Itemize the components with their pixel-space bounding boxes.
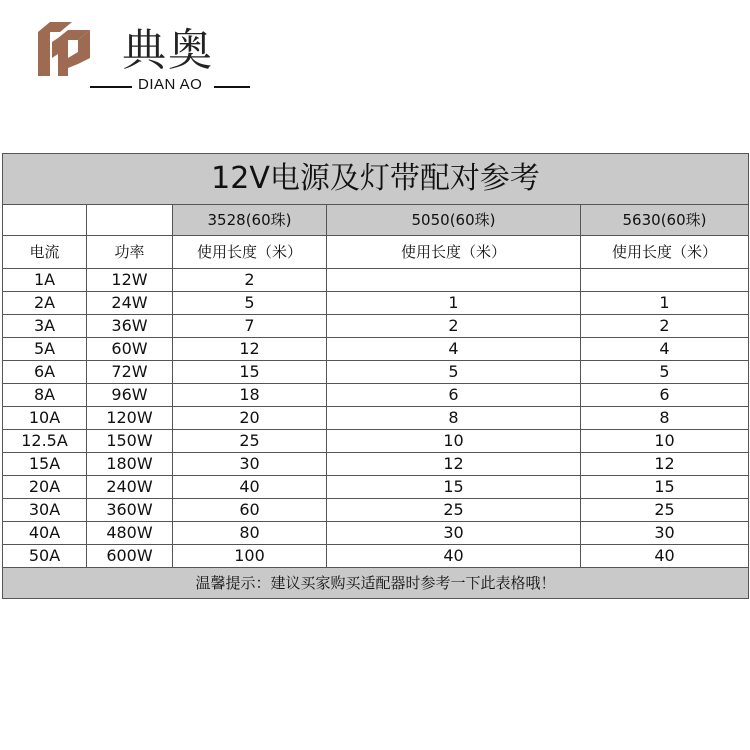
length-3528-cell: 12 bbox=[173, 338, 327, 361]
power-cell: 12W bbox=[87, 269, 173, 292]
length-3528-cell: 18 bbox=[173, 384, 327, 407]
table-row bbox=[3, 269, 749, 292]
length-3528-cell: 30 bbox=[173, 453, 327, 476]
length-5050-cell: 1 bbox=[327, 292, 581, 315]
table-row bbox=[3, 522, 749, 545]
length-5630-cell: 40 bbox=[581, 545, 749, 568]
model-3528-header: 3528(60珠) bbox=[173, 205, 327, 236]
current-cell: 8A bbox=[3, 384, 87, 407]
table-row bbox=[3, 315, 749, 338]
length-5050-cell: 5 bbox=[327, 361, 581, 384]
power-cell: 480W bbox=[87, 522, 173, 545]
length-5050-cell: 25 bbox=[327, 499, 581, 522]
model-blank-cell bbox=[87, 205, 173, 236]
current-cell: 50A bbox=[3, 545, 87, 568]
power-cell: 240W bbox=[87, 476, 173, 499]
model-5050-header: 5050(60珠) bbox=[327, 205, 581, 236]
table-row bbox=[3, 476, 749, 499]
power-cell: 96W bbox=[87, 384, 173, 407]
table-row bbox=[3, 499, 749, 522]
length-5630-cell: 5 bbox=[581, 361, 749, 384]
table-row bbox=[3, 430, 749, 453]
current-cell: 10A bbox=[3, 407, 87, 430]
length-3528-cell: 5 bbox=[173, 292, 327, 315]
length-5630-header: 使用长度（米） bbox=[581, 236, 749, 269]
length-3528-cell: 40 bbox=[173, 476, 327, 499]
length-3528-cell: 7 bbox=[173, 315, 327, 338]
length-3528-header: 使用长度（米） bbox=[173, 236, 327, 269]
table-title-row bbox=[3, 154, 749, 205]
current-cell: 5A bbox=[3, 338, 87, 361]
current-cell: 1A bbox=[3, 269, 87, 292]
table-footer-note: 温馨提示：建议买家购买适配器时参考一下此表格哦！ bbox=[3, 568, 749, 599]
current-cell: 3A bbox=[3, 315, 87, 338]
brand-name-en: DIAN AO bbox=[138, 76, 203, 93]
length-5630-cell: 12 bbox=[581, 453, 749, 476]
current-cell: 20A bbox=[3, 476, 87, 499]
brand-divider-left bbox=[90, 86, 132, 88]
current-cell: 30A bbox=[3, 499, 87, 522]
current-header: 电流 bbox=[3, 236, 87, 269]
length-5630-cell: 10 bbox=[581, 430, 749, 453]
length-3528-cell: 25 bbox=[173, 430, 327, 453]
pairing-reference-table bbox=[2, 153, 749, 599]
length-5630-cell: 6 bbox=[581, 384, 749, 407]
model-header-row bbox=[3, 205, 749, 236]
table-row bbox=[3, 338, 749, 361]
table-row bbox=[3, 361, 749, 384]
table-row bbox=[3, 545, 749, 568]
length-5630-cell: 1 bbox=[581, 292, 749, 315]
current-cell: 15A bbox=[3, 453, 87, 476]
dianao-logo-icon bbox=[38, 18, 98, 78]
length-5630-cell bbox=[581, 269, 749, 292]
power-header: 功率 bbox=[87, 236, 173, 269]
column-header-row bbox=[3, 236, 749, 269]
length-5050-cell: 12 bbox=[327, 453, 581, 476]
power-cell: 600W bbox=[87, 545, 173, 568]
power-cell: 60W bbox=[87, 338, 173, 361]
power-cell: 360W bbox=[87, 499, 173, 522]
current-cell: 40A bbox=[3, 522, 87, 545]
table-row bbox=[3, 453, 749, 476]
table-footer-row bbox=[3, 568, 749, 599]
length-3528-cell: 60 bbox=[173, 499, 327, 522]
current-cell: 6A bbox=[3, 361, 87, 384]
model-5630-header: 5630(60珠) bbox=[581, 205, 749, 236]
power-cell: 120W bbox=[87, 407, 173, 430]
length-5050-cell: 8 bbox=[327, 407, 581, 430]
table-row bbox=[3, 407, 749, 430]
length-5050-cell: 4 bbox=[327, 338, 581, 361]
length-3528-cell: 2 bbox=[173, 269, 327, 292]
length-5630-cell: 2 bbox=[581, 315, 749, 338]
length-5630-cell: 15 bbox=[581, 476, 749, 499]
length-5050-cell: 6 bbox=[327, 384, 581, 407]
length-5050-cell bbox=[327, 269, 581, 292]
table-row bbox=[3, 292, 749, 315]
length-5630-cell: 4 bbox=[581, 338, 749, 361]
power-cell: 150W bbox=[87, 430, 173, 453]
length-3528-cell: 100 bbox=[173, 545, 327, 568]
brand-name-cn: 典奥 bbox=[122, 25, 214, 76]
power-cell: 36W bbox=[87, 315, 173, 338]
power-cell: 24W bbox=[87, 292, 173, 315]
length-5050-cell: 2 bbox=[327, 315, 581, 338]
model-blank-cell bbox=[3, 205, 87, 236]
length-3528-cell: 80 bbox=[173, 522, 327, 545]
length-5050-cell: 40 bbox=[327, 545, 581, 568]
table-title: 12V电源及灯带配对参考 bbox=[3, 154, 749, 205]
current-cell: 12.5A bbox=[3, 430, 87, 453]
power-cell: 72W bbox=[87, 361, 173, 384]
length-5050-header: 使用长度（米） bbox=[327, 236, 581, 269]
length-5050-cell: 15 bbox=[327, 476, 581, 499]
length-5630-cell: 25 bbox=[581, 499, 749, 522]
length-5050-cell: 30 bbox=[327, 522, 581, 545]
length-3528-cell: 20 bbox=[173, 407, 327, 430]
length-5050-cell: 10 bbox=[327, 430, 581, 453]
brand-divider-right bbox=[214, 86, 250, 88]
table-row bbox=[3, 384, 749, 407]
length-5630-cell: 30 bbox=[581, 522, 749, 545]
length-3528-cell: 15 bbox=[173, 361, 327, 384]
current-cell: 2A bbox=[3, 292, 87, 315]
power-cell: 180W bbox=[87, 453, 173, 476]
length-5630-cell: 8 bbox=[581, 407, 749, 430]
